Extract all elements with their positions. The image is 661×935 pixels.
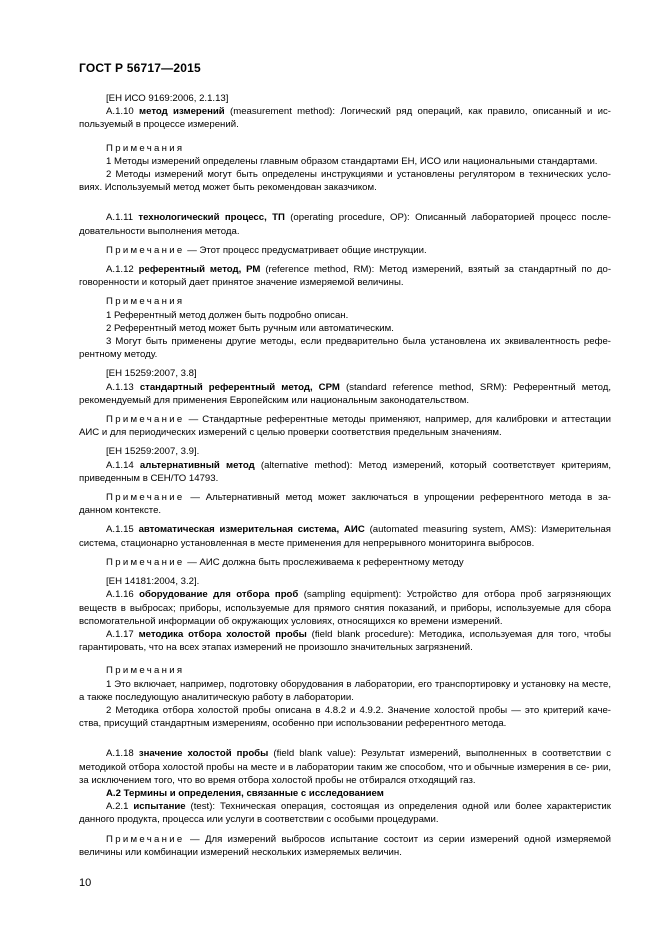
- term: референтный метод, РМ: [138, 264, 261, 276]
- note-single: Примечание — Стандартные референтные методы применяют, например, для калибровки и аттестации АИС и для периодических измерений с целью проверки соответствия предельным значениям.: [79, 414, 611, 439]
- notes-heading: Примечания: [106, 296, 185, 308]
- page-number: 10: [79, 877, 92, 889]
- definition-a-1-15: А.1.15 автоматическая измерительная система, АИС (automated measuring system, AMS): Измерительная система, стационарно установленная в месте применения для непрерывного мониторинга выбросов.: [79, 524, 612, 549]
- reference-citation: [ЕН 14181:2004, 3.2].: [106, 576, 200, 588]
- note-item: 2 Референтный метод может быть ручным или автоматическим.: [106, 322, 394, 334]
- definition-a-1-10: А.1.10 метод измерений (measurement method): Логический ряд операций, как правило, описанный и ис- пользуемый в процессе измерений.: [79, 106, 611, 131]
- definition-a-1-17: А.1.17 методика отбора холостой пробы (field blank procedure): Методика, используемая для того, чтобы гарантировать, что на всех этапах измерений не произошло значительных загрязнений.: [79, 628, 611, 654]
- note-item: 2 Методика отбора холостой пробы описана в 4.8.2 и 4.9.2. Значение холостой пробы — это критерий каче- ства, присущий стандартным измерениям, особенно при использовании референтного метода.: [79, 704, 611, 730]
- definition-a-1-14: А.1.14 альтернативный метод (alternative method): Метод измерений, который соответствует критериям, приведенным в СЕН/ТО 14793.: [79, 459, 611, 484]
- notes-heading: Примечания: [106, 142, 185, 154]
- note-item: 1 Это включает, например, подготовку оборудования в лаборатории, его транспортировку и установку на месте, а также последующую аналитическую работу в лаборатории.: [79, 678, 611, 703]
- term: методика отбора холостой пробы: [138, 628, 307, 640]
- term: метод измерений: [139, 106, 225, 118]
- note-item: 1 Методы измерений определены главным образом стандартами ЕН, ИСО или национальными стандартами.: [106, 155, 598, 167]
- note-single: Примечание — АИС должна быть прослеживаема к референтному методу: [106, 556, 464, 568]
- term: оборудование для отбора проб: [139, 589, 299, 601]
- definition-a-1-16: А.1.16 оборудование для отбора проб (sampling equipment): Устройство для отбора проб загрязняющих веществ в выбросах; приборы, используемые для прямого снятия показаний, и приборы, используемые для сбора вспомогательной информации об окружающих условиях, относящихся ко времени измерений.: [79, 589, 611, 627]
- term: технологический процесс, ТП: [138, 212, 285, 224]
- notes-heading: Примечания: [106, 665, 185, 677]
- note-item: 2 Методы измерений могут быть определены инструкциями и установлены регулятором в технических усло- виях. Используемый метод может быть рекомендован заказчиком.: [79, 169, 611, 194]
- document-body: [79, 92, 611, 859]
- term: стандартный референтный метод, СРМ: [139, 381, 340, 393]
- definition-a-1-11: А.1.11 технологический процесс, ТП (operating procedure, OP): Описанный лабораторией процесс после- довательности выполнения метода.: [79, 212, 611, 237]
- definition-a-1-12: А.1.12 референтный метод, РМ (reference method, RM): Метод измерений, взятый за стандартный по до- говоренности и который дает принятое значение измеряемой величины.: [79, 264, 612, 289]
- term: значение холостой пробы: [138, 748, 269, 760]
- definition-a-1-18: А.1.18 значение холостой пробы (field blank value): Результат измерений, выполненных в соответствии с методикой отбора холостой пробы на месте и в лаборатории таким же способом, что и обычные измерения в се- рии, за исключением того, что во время отбора холостой пробы не отбирался отходящий газ.: [79, 748, 612, 786]
- note-single: Примечание — Для измерений выбросов испытание состоит из серии измерений одной измеряемой величины или комбинации измерений нескольких измеряемых величин.: [79, 833, 611, 858]
- term: автоматическая измерительная система, АИС: [138, 524, 365, 536]
- term: альтернативный метод: [139, 459, 255, 471]
- definition-a-1-13: А.1.13 стандартный референтный метод, СРМ (standard reference method, SRM): Референтный метод, рекомендуемый для применения Европейским или национальным законодательством.: [79, 381, 611, 406]
- note-item: 3 Могут быть применены другие методы, если предварительно была установлена их эквивалентность рефе- рентному методу.: [79, 336, 611, 361]
- term: испытание: [133, 801, 186, 813]
- note-single: Примечание — Альтернативный метод может заключаться в упрощении референтного метода в за- данном контексте.: [79, 492, 611, 517]
- reference-citation: [ЕН 15259:2007, 3.8]: [106, 368, 197, 380]
- reference-citation: [ЕН ИСО 9169:2006, 2.1.13]: [106, 93, 229, 104]
- note-single: Примечание — Этот процесс предусматривает общие инструкции.: [106, 244, 427, 256]
- document-header: ГОСТ Р 56717—2015: [79, 61, 201, 75]
- note-item: 1 Референтный метод должен быть подробно описан.: [106, 309, 349, 321]
- reference-citation: [ЕН 15259:2007, 3.9].: [106, 446, 200, 458]
- section-heading-a-2: А.2 Термины и определения, связанные с исследованием: [106, 787, 384, 799]
- definition-a-2-1: А.2.1 испытание (test): Техническая операция, состоящая из определения одной или более характеристик данного продукта, процесса или услуги в соответствии с особыми процедурами.: [79, 801, 611, 826]
